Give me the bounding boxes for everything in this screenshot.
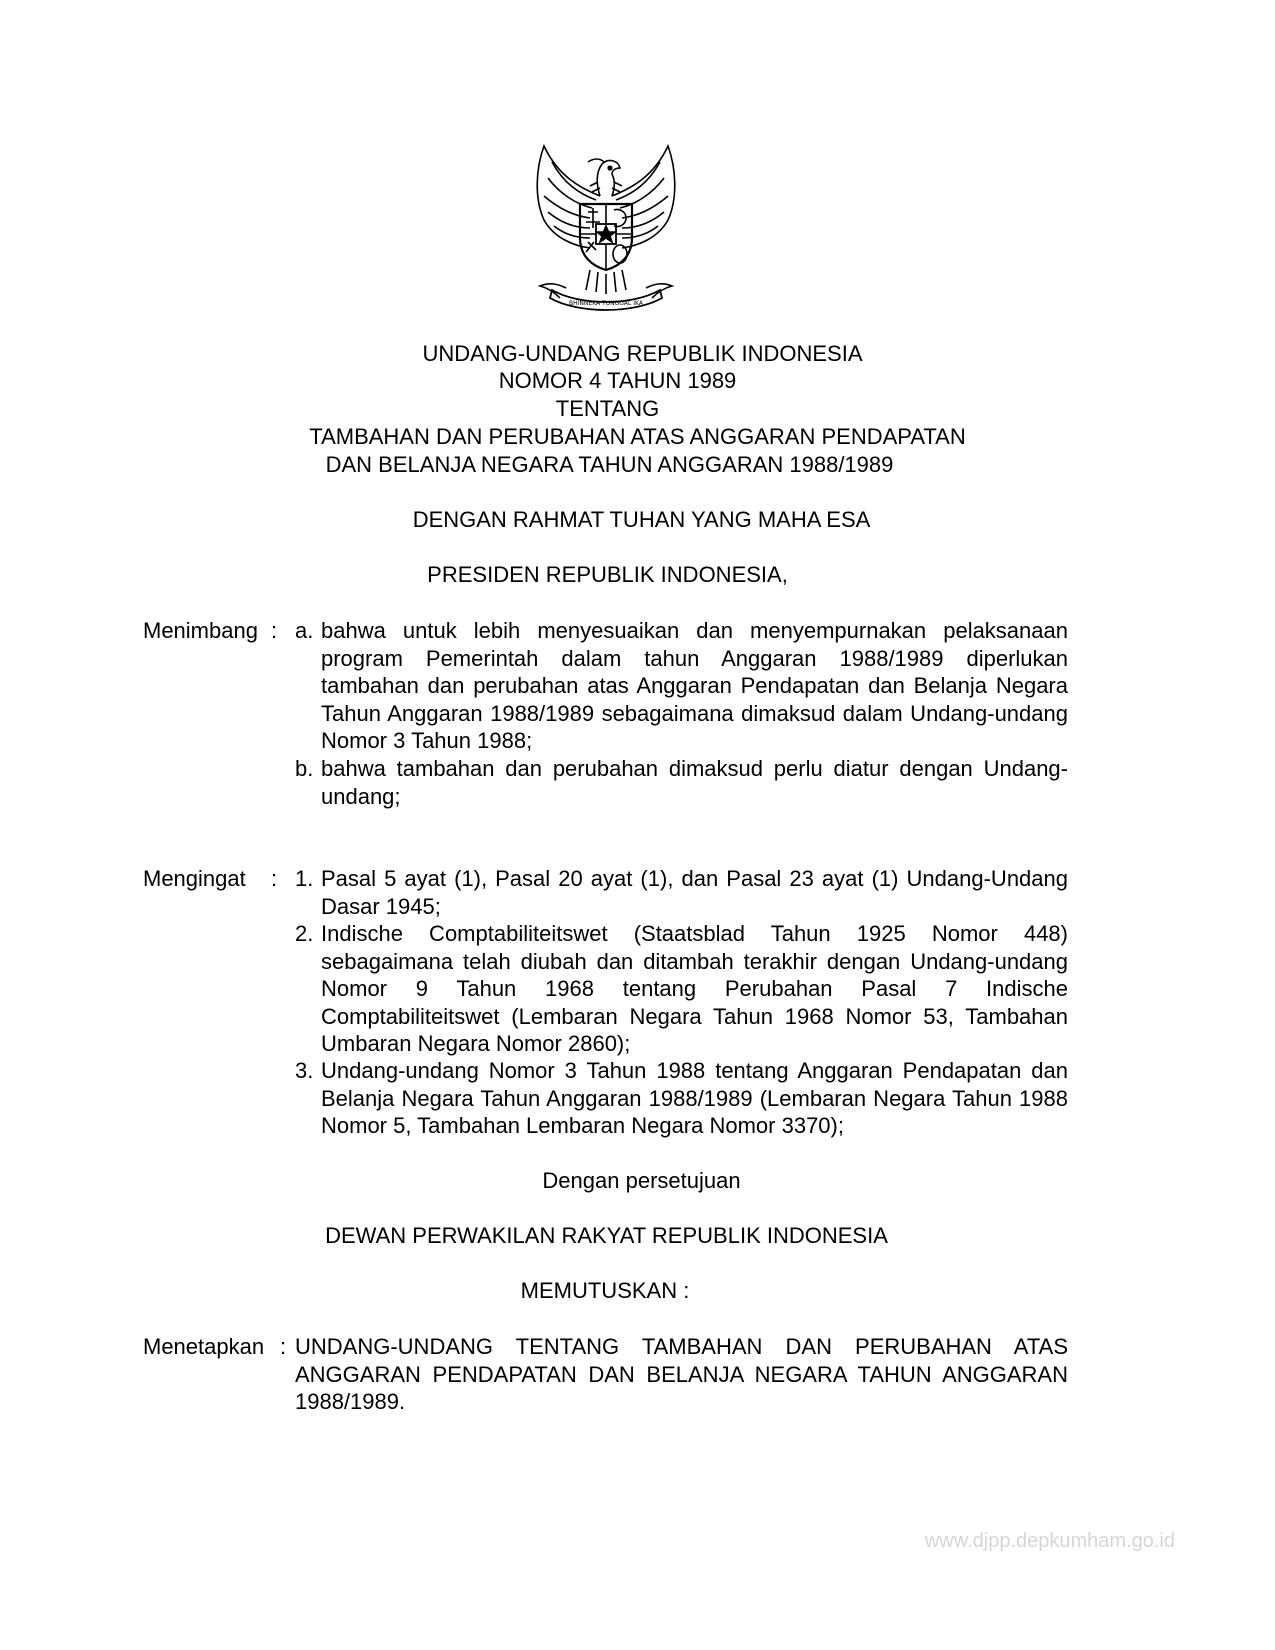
watermark: www.djpp.depkumham.go.id <box>924 1530 1175 1552</box>
garuda-pancasila-emblem-icon <box>530 138 682 314</box>
menimbang-colon: : <box>271 618 278 643</box>
mengingat-item-1-text: Pasal 5 ayat (1), Pasal 20 ayat (1), dan Pasal 23 ayat (1) Undang-Undang Dasar 1945; <box>321 866 1068 919</box>
doc-title-line-2: NOMOR 4 TAHUN 1989 <box>498 368 737 393</box>
mengingat-label: Mengingat <box>143 866 246 891</box>
menimbang-label: Menimbang <box>143 618 258 643</box>
mengingat-item-3-text: Undang-undang Nomor 3 Tahun 1988 tentang Anggaran Pendapatan dan Belanja Negara Tahun Anggaran 1988/1989 (Lembaran Negara Tahun 1988 Nomor 5, Tambahan Lembaran Negara Nomor 3370); <box>321 1058 1068 1138</box>
menimbang-item-a-text: bahwa untuk lebih menyesuaikan dan menyempurnakan pelaksanaan program Pemerintah dalam tahun Anggaran 1988/1989 diperlukan tambahan dan perubahan atas Anggaran Pendapatan dan Belanja Negara Tahun Anggaran 1988/1989 sebagaimana dimaksud dalam Undang-undang Nomor 3 Tahun 1988; <box>321 618 1068 753</box>
menimbang-item-b-text: bahwa tambahan dan perubahan dimaksud perlu diatur dengan Undang-undang; <box>321 756 1068 809</box>
mengingat-item-2-text: Indische Comptabiliteitswet (Staatsblad Tahun 1925 Nomor 448) sebagaimana telah diubah dan ditambah terakhir dengan Undang-undang Nomor 9 Tahun 1968 tentang Perubahan Pasal 7 Indische Comptabiliteitswet (Lembaran Negara Tahun 1968 Nomor 53, Tambahan Umbaran Negara Nomor 2860); <box>321 921 1068 1056</box>
emblem-motto: BHINNEKA TUNGGAL IKA <box>569 300 643 307</box>
rahmat-line: DENGAN RAHMAT TUHAN YANG MAHA ESA <box>412 507 871 532</box>
doc-title-line-3: TENTANG <box>555 396 660 421</box>
memutuskan-line: MEMUTUSKAN : <box>520 1278 690 1303</box>
menetapkan-label: Menetapkan <box>143 1334 265 1359</box>
presiden-line: PRESIDEN REPUBLIK INDONESIA, <box>427 562 788 587</box>
doc-title-line-1: UNDANG-UNDANG REPUBLIK INDONESIA <box>422 341 863 366</box>
menimbang-item-b-mark: b. <box>295 756 314 781</box>
mengingat-item-2-mark: 2. <box>295 921 314 946</box>
persetujuan-line: Dengan persetujuan <box>542 1168 741 1193</box>
mengingat-item-1-mark: 1. <box>295 866 314 891</box>
menimbang-item-a-mark: a. <box>295 618 314 643</box>
mengingat-item-3-mark: 3. <box>295 1058 314 1083</box>
menetapkan-colon: : <box>280 1334 287 1359</box>
menetapkan-text: UNDANG-UNDANG TENTANG TAMBAHAN DAN PERUBAHAN ATAS ANGGARAN PENDAPATAN DAN BELANJA NEGARA TAHUN ANGGARAN 1988/1989. <box>295 1334 1068 1414</box>
mengingat-colon: : <box>271 866 278 891</box>
dpr-line: DEWAN PERWAKILAN RAKYAT REPUBLIK INDONESIA <box>325 1223 888 1248</box>
doc-title-line-5: DAN BELANJA NEGARA TAHUN ANGGARAN 1988/1989 <box>325 452 894 477</box>
doc-title-line-4: TAMBAHAN DAN PERUBAHAN ATAS ANGGARAN PENDAPATAN <box>309 424 966 449</box>
